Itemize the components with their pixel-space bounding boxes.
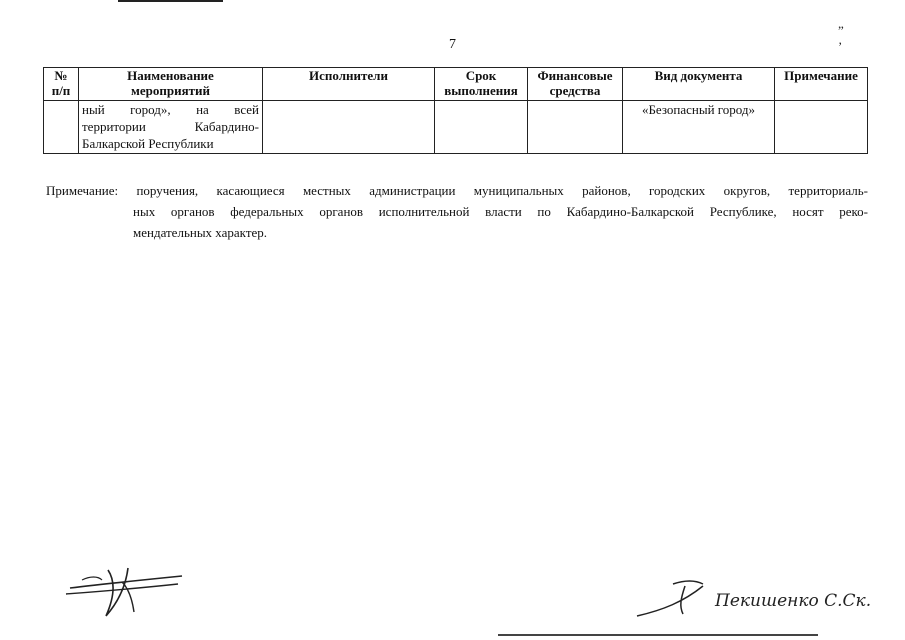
page-number: 7 [449,37,456,52]
header-measure-name: Наименование мероприятий [79,68,263,101]
header-finance: Финансовые средства [528,68,623,101]
signature-right-text: Пекишенко С.Ск. [715,591,872,611]
cell-deadline [435,101,528,154]
top-edge-rule [118,0,223,2]
note-line-2: ных органов федеральных органов исполнительной власти по Кабардино-Балкарской Республике, носят реко- [133,204,868,219]
cell-executors [263,101,435,154]
signature-left [62,562,192,620]
cell-number [44,101,79,154]
header-note: Примечание [775,68,868,101]
header-executors: Исполнители [263,68,435,101]
measures-table [43,67,868,154]
table-header-row [44,68,868,101]
cell-document-type: «Безопасный город» [623,101,775,154]
header-number: № п/п [44,68,79,101]
footnote-paragraph [46,180,868,243]
bottom-edge-rule [498,634,818,636]
signature-right [633,572,878,620]
note-line-1: Примечание: поручения, касающиеся местных администрации муниципальных районов, городских округов, территориаль- [46,183,868,198]
corner-marks: „ ‚ [838,16,874,47]
note-line-3: мендательных характер. [133,225,268,240]
cell-measure-name: ный город», на всей территории Кабардино-Балкарской Республики [79,101,263,154]
header-deadline: Срок выполнения [435,68,528,101]
cell-finance [528,101,623,154]
cell-note [775,101,868,154]
table-row [44,101,868,154]
header-document-type: Вид документа [623,68,775,101]
